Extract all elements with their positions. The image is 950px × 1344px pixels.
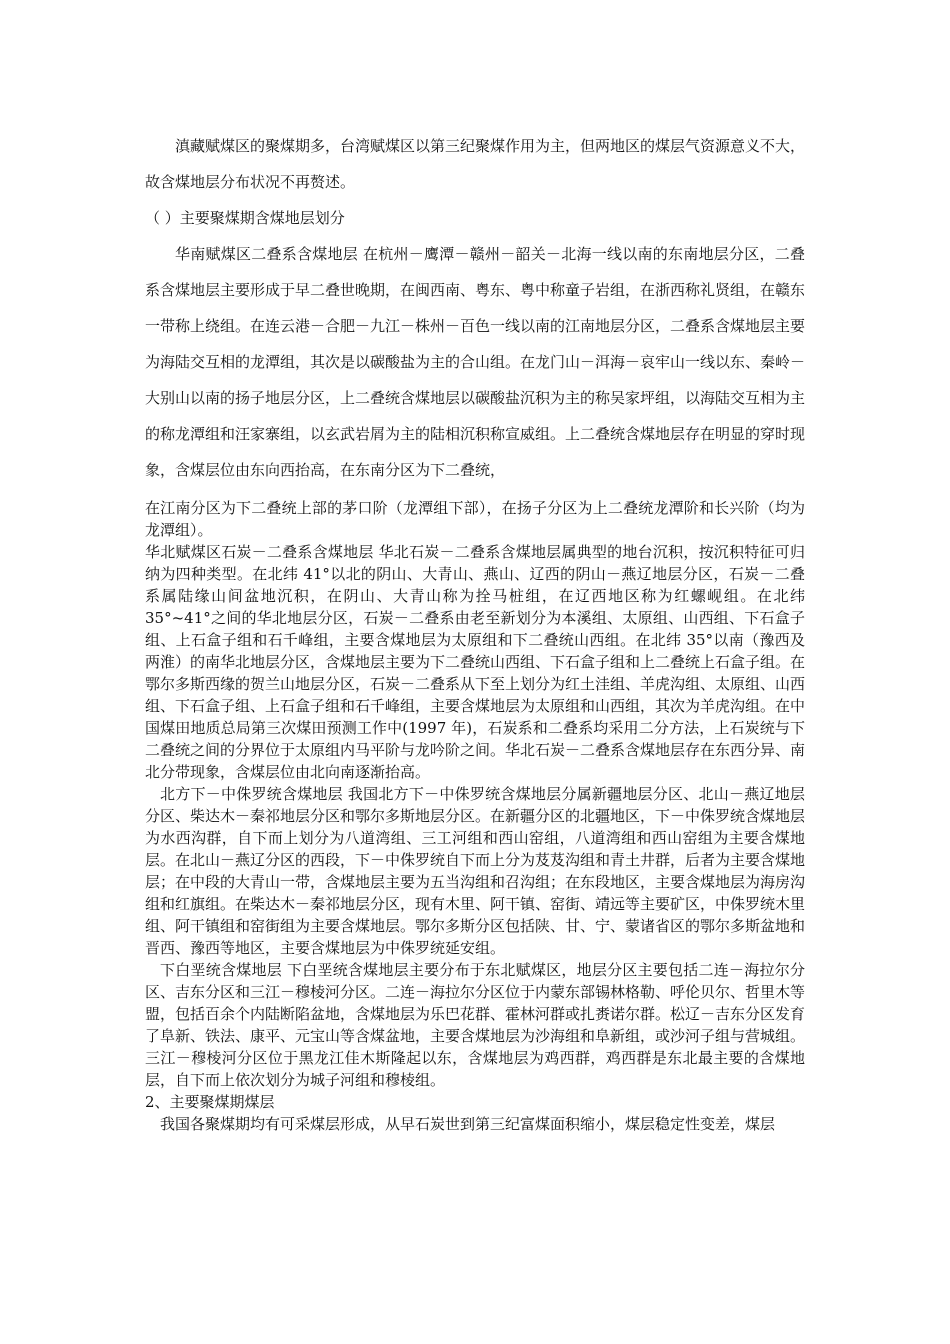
section-heading-strata-division: （ ）主要聚煤期含煤地层划分 bbox=[145, 209, 345, 227]
paragraph-jiangnan-continuation: 在江南分区为下二叠统上部的茅口阶（龙潭组下部），在扬子分区为上二叠统龙潭阶和长兴阶（均为龙潭组）。 bbox=[145, 499, 805, 539]
paragraph-dianzang: 滇藏赋煤区的聚煤期多，台湾赋煤区以第三纪聚煤作用为主，但两地区的煤层气资源意义不大，故含煤地层分布状况不再赘述。 bbox=[145, 137, 806, 191]
paragraph-lower-cretaceous: 下白垩统含煤地层 下白垩统含煤地层主要分布于东北赋煤区，地层分区主要包括二连－海拉尔分区、吉东分区和三江－穆棱河分区。二连－海拉尔分区位于内蒙东部锡林格勒、呼伦贝尔、哲里木等盟，包括百余个内陆断陷盆地，含煤地层为乐巴花群、霍林河群或扎赉诺尔群。松辽－吉东分区发育了阜新、铁法、康平、元宝山等含煤盆地，主要含煤地层为沙海组和阜新组，或沙河子组与营城组。三江－穆棱河分区位于黑龙江佳木斯隆起以东，含煤地层为鸡西群，鸡西群是东北最主要的含煤地层，自下而上依次划分为城子河组和穆棱组。 bbox=[145, 961, 806, 1089]
paragraph-huabei-carboniferous-permian: 华北赋煤区石炭－二叠系含煤地层 华北石炭－二叠系含煤地层属典型的地台沉积，按沉积特征可归纳为四种类型。在北纬 41°以北的阴山、大青山、燕山、辽西的阴山－燕辽地层分区，石炭－二叠系属陆缘山间盆地沉积，在阴山、大青山称为拴马桩组，在辽西地区称为红螺岘组。在北纬 35°~41°之间的华北地层分区，石炭－二叠系由老至新划分为本溪组、太原组、山西组、下石盒子组、上石盒子组和石千峰组，主要含煤地层为太原组和下二叠统山西组。在北纬 35°以南（豫西及两淮）的南华北地层分区，含煤地层主要为下二叠统山西组、下石盒子组和上二叠统上石盒子组。在鄂尔多斯西缘的贺兰山地层分区，石炭－二叠系从下至上划分为红土洼组、羊虎沟组、太原组、山西组、下石盒子组、上石盒子组和石千峰组，主要含煤地层为太原组和山西组，其次为羊虎沟组。在中国煤田地质总局第三次煤田预测工作中(1997 年)，石炭系和二叠系均采用二分方法，上石炭统与下二叠统之间的分界位于太原组内马平阶与龙吟阶之间。华北石炭－二叠系含煤地层存在东西分异、南北分带现象，含煤层位由北向南逐渐抬高。 bbox=[145, 543, 806, 781]
paragraph-northern-jurassic: 北方下－中侏罗统含煤地层 我国北方下－中侏罗统含煤地层分属新疆地层分区、北山－燕辽地层分区、柴达木－秦祁地层分区和鄂尔多斯地层分区。在新疆分区的北疆地区，下－中侏罗统含煤地层为水西沟群，自下而上划分为八道湾组、三工河组和西山窑组，八道湾组和西山窑组为主要含煤地层。在北山－燕辽分区的西段，下－中侏罗统自下而上分为芨芨沟组和青土井群，后者为主要含煤地层；在中段的大青山一带，含煤地层主要为五当沟组和召沟组；在东段地区，主要含煤地层为海房沟组和红旗组。在柴达木－秦祁地层分区，现有木里、阿干镇、窑街、靖远等主要矿区，中侏罗统木里组、阿干镇组和窑街组为主要含煤地层。鄂尔多斯分区包括陕、甘、宁、蒙诸省区的鄂尔多斯盆地和晋西、豫西等地区，主要含煤地层为中侏罗统延安组。 bbox=[145, 785, 806, 957]
paragraph-huanan-permian: 华南赋煤区二叠系含煤地层 在杭州－鹰潭－赣州－韶关－北海一线以南的东南地层分区，二叠系含煤地层主要形成于早二叠世晚期，在闽西南、粤东、粤中称童子岩组，在浙西称礼贤组，在赣东一带称上绕组。在连云港－合肥－九江－株州－百色一线以南的江南地层分区，二叠系含煤地层主要为海陆交互相的龙潭组，其次是以碳酸盐为主的合山组。在龙门山－洱海－哀牢山一线以东、秦岭－大别山以南的扬子地层分区，上二叠统含煤地层以碳酸盐沉积为主的称吴家坪组，以海陆交互相为主的称龙潭组和汪家寨组，以玄武岩屑为主的陆相沉积称宣威组。上二叠统含煤地层存在明显的穿时现象，含煤层位由东向西抬高，在东南分区为下二叠统， bbox=[145, 245, 806, 479]
paragraph-coal-seams-intro: 我国各聚煤期均有可采煤层形成，从早石炭世到第三纪富煤面积缩小，煤层稳定性变差，煤层 bbox=[160, 1115, 776, 1133]
upper-text-block bbox=[145, 128, 805, 488]
section-heading-coal-seams: 2、主要聚煤期煤层 bbox=[145, 1093, 275, 1111]
lower-text-block bbox=[145, 497, 805, 1135]
